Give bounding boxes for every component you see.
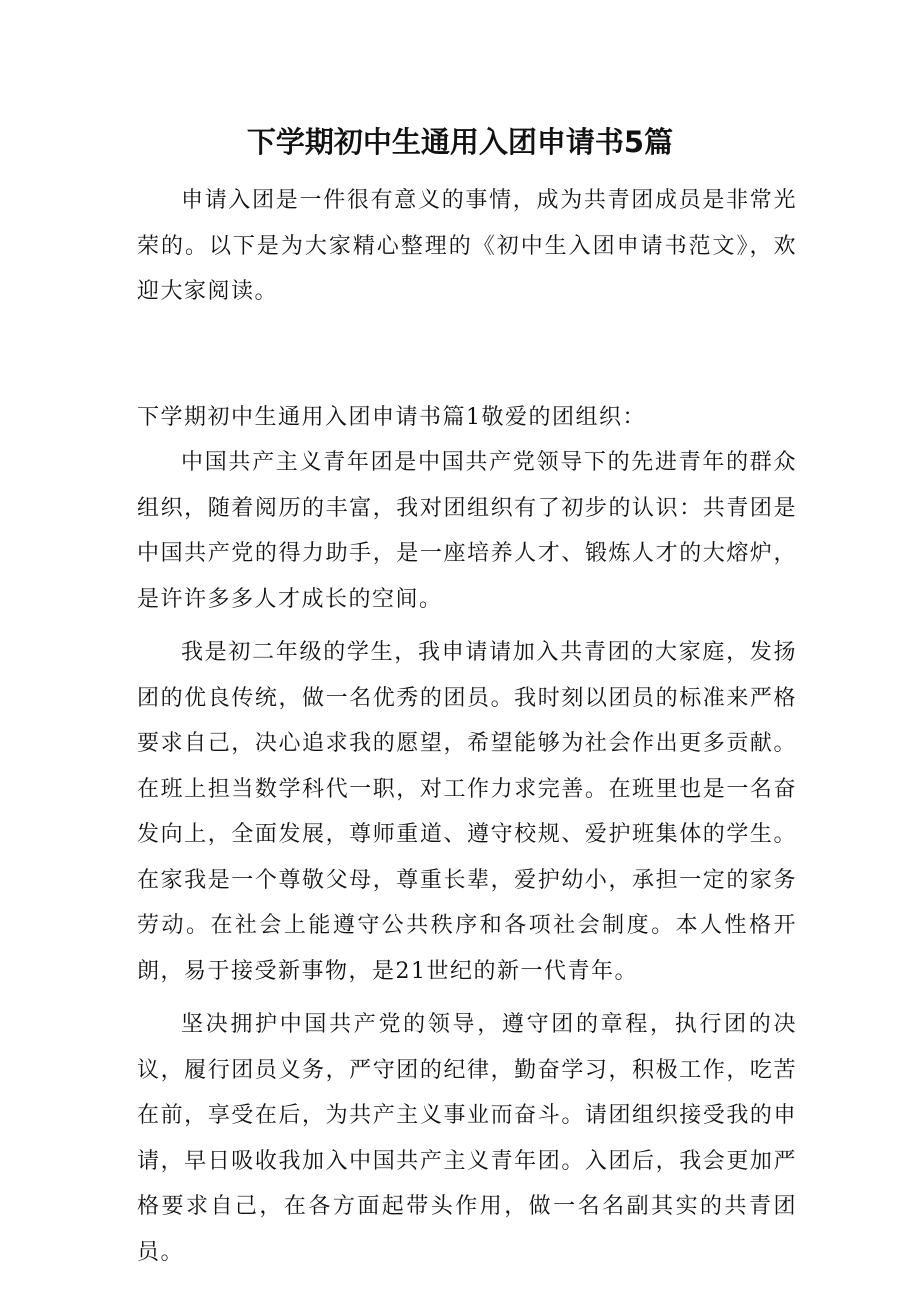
section-heading: 下学期初中生通用入团申请书篇1敬爱的团组织：	[137, 404, 646, 430]
document-title: 下学期初中生通用入团申请书5篇	[246, 125, 674, 159]
document-body	[137, 178, 797, 1275]
body-paragraph-1: 中国共产主义青年团是中国共产党领导下的先进青年的群众组织，随着阅历的丰富，我对团组织有了初步的认识：共青团是中国共产党的得力助手，是一座培养人才、锻炼人才的大熔炉，是许许多多人才成长的空间。	[137, 450, 797, 612]
intro-paragraph: 申请入团是一件很有意义的事情，成为共青团成员是非常光荣的。以下是为大家精心整理的《初中生入团申请书范文》，欢迎大家阅读。	[137, 188, 797, 304]
body-paragraph-2: 我是初二年级的学生，我申请请加入共青团的大家庭，发扬团的优良传统，做一名优秀的团员。我时刻以团员的标准来严格要求自己，决心追求我的愿望，希望能够为社会作出更多贡献。在班上担当数学科代一职，对工作力求完善。在班里也是一名奋发向上，全面发展，尊师重道、遵守校规、爱护班集体的学生。在家我是一个尊敬父母，尊重长辈，爱护幼小，承担一定的家务劳动。在社会上能遵守公共秩序和各项社会制度。本人性格开朗，易于接受新事物，是21世纪的新一代青年。	[137, 640, 797, 984]
body-paragraph-3: 坚决拥护中国共产党的领导，遵守团的章程，执行团的决议，履行团员义务，严守团的纪律，勤奋学习，积极工作，吃苦在前，享受在后，为共产主义事业而奋斗。请团组织接受我的申请，早日吸收我加入中国共产主义青年团。入团后，我会更加严格要求自己，在各方面起带头作用，做一名名副其实的共青团员。	[137, 1012, 797, 1265]
